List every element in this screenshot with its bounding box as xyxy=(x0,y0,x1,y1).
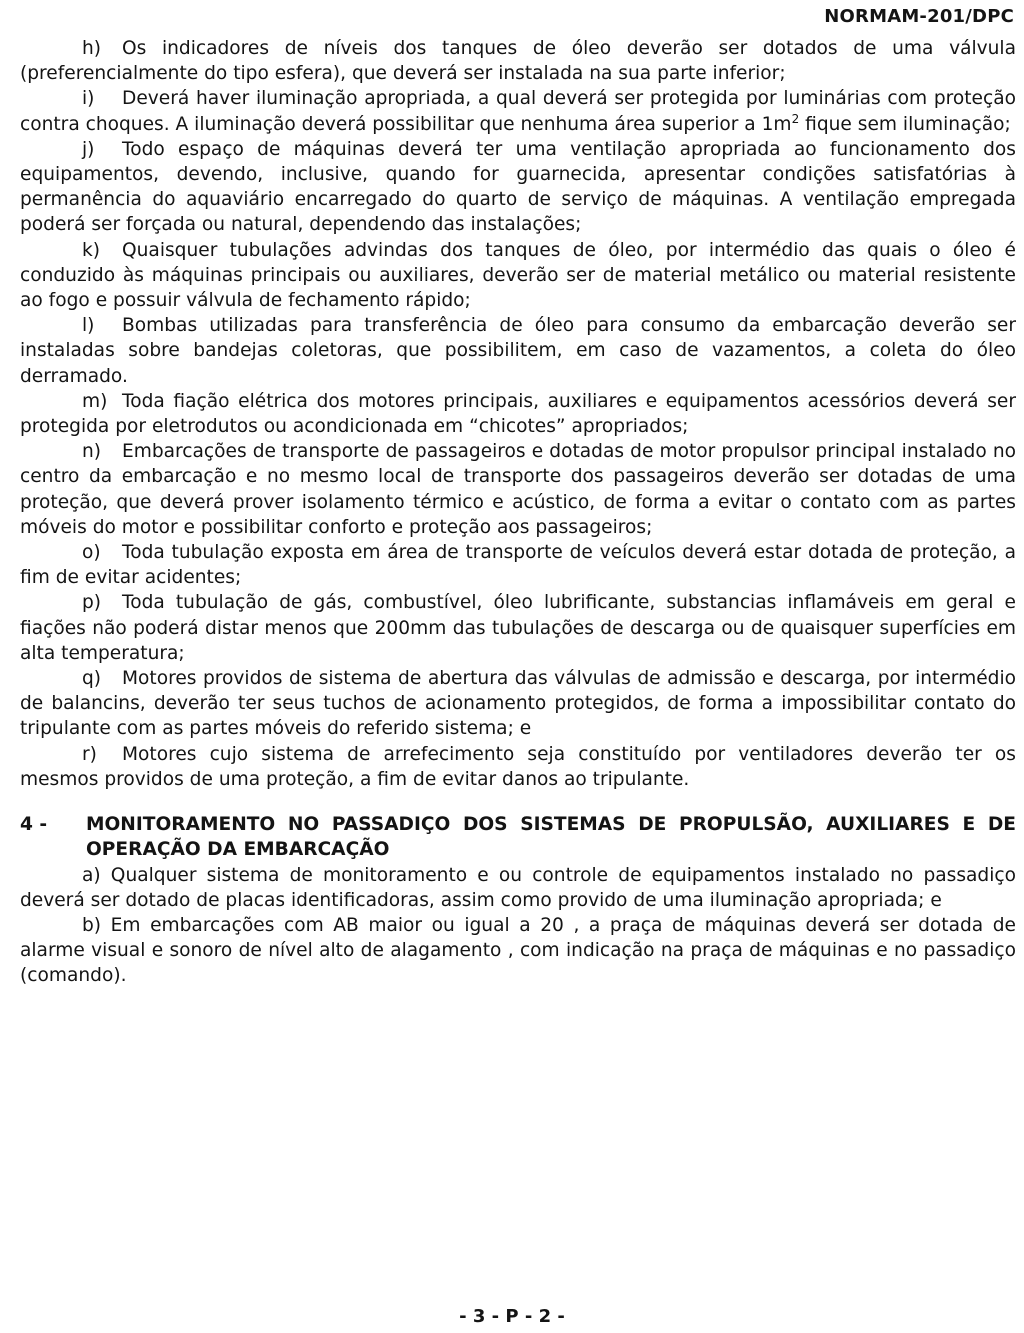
item-r xyxy=(20,742,1016,792)
item-j xyxy=(20,137,1016,238)
item-text: Bombas utilizadas para transferência de óleo para consumo da embarcação deverão ser instaladas sobre bandejas coletoras, que possibilitem, em caso de vazamentos, a coleta do óleo derramado. xyxy=(20,315,1016,387)
item-text: Toda tubulação de gás, combustível, óleo lubrificante, substancias inflamáveis em geral e fiações não poderá distar menos que 200mm das tubulações de descarga ou de quaisquer superfícies em alta temperatura; xyxy=(20,592,1016,664)
section-number: 4 - xyxy=(20,814,48,836)
item-n xyxy=(20,439,1016,540)
item-i xyxy=(20,86,1016,136)
item-label: p) xyxy=(82,592,102,614)
item-label: r) xyxy=(82,743,97,765)
item-text: Embarcações de transporte de passageiros e dotadas de motor propulsor principal instalado no centro da embarcação e no mesmo local de transporte dos passageiros deverão ser dotadas de uma proteção, que deverá prover isolamento térmico e acústico, de forma a evitar o contato com as partes móveis do motor e possibilitar conforto e proteção aos passageiros; xyxy=(20,441,1016,538)
item-text: Motores providos de sistema de abertura das válvulas de admissão e descarga, por intermédio de balancins, deverão ter seus tuchos de acionamento protegidos, de forma a impossibilitar contato do tripulante com as partes móveis do referido sistema; e xyxy=(20,668,1016,740)
item-label: n) xyxy=(82,441,102,463)
item-text: Todo espaço de máquinas deverá ter uma ventilação apropriada ao funcionamento dos equipamentos, devendo, inclusive, quando for guarnecida, apresentar condições satisfatórias à permanência do aquaviário encarregado do quarto de serviço de máquinas. A ventilação empregada poderá ser forçada ou natural, dependendo das instalações; xyxy=(20,138,1016,236)
item-label: i) xyxy=(82,88,95,110)
item-text: Toda fiação elétrica dos motores principais, auxiliares e equipamentos acessórios deverá ser protegida por eletrodutos ou acondicionada em “chicotes” apropriados; xyxy=(20,390,1016,438)
item-label: j) xyxy=(82,138,95,160)
item-k xyxy=(20,238,1016,314)
item-p xyxy=(20,590,1016,666)
item-m xyxy=(20,389,1016,439)
section-item-b: b) Em embarcações com AB maior ou igual a 20 , a praça de máquinas deverá ser dotada de alarme visual e sonoro de nível alto de alagamento , com indicação na praça de máquinas e no passadiço (comando). xyxy=(20,914,1016,987)
item-l xyxy=(20,313,1016,389)
item-label: h) xyxy=(82,38,102,59)
item-text: Motores cujo sistema de arrefecimento seja constituído por ventiladores deverão ter os mesmos providos de uma proteção, a fim de evitar danos ao tripulante. xyxy=(20,743,1016,790)
document-reference: NORMAM-201/DPC xyxy=(824,6,1014,27)
item-h xyxy=(20,36,1016,86)
page-number: - 3 - P - 2 - xyxy=(459,1306,565,1327)
item-label: q) xyxy=(82,668,102,690)
item-label: o) xyxy=(82,542,101,564)
superscript-exponent: 2 xyxy=(791,111,800,126)
section-heading xyxy=(20,812,1016,862)
item-q xyxy=(20,666,1016,742)
document-body xyxy=(20,36,1016,989)
section-item-a: a) Qualquer sistema de monitoramento e ou controle de equipamentos instalado no passadiço deverá ser dotado de placas identificadoras, assim como provido de uma iluminação apropriada; e xyxy=(20,864,1016,911)
item-label: l) xyxy=(82,315,95,337)
item-label: m) xyxy=(82,390,108,412)
section-title: MONITORAMENTO NO PASSADIÇO DOS SISTEMAS DE PROPULSÃO, AUXILIARES E DE OPERAÇÃO DA EMBARCAÇÃO xyxy=(86,814,1016,861)
item-text: Quaisquer tubulações advindas dos tanques de óleo, por intermédio das quais o óleo é conduzido às máquinas principais ou auxiliares, deverão ser de material metálico ou material resistente ao fogo e possuir válvula de fechamento rápido; xyxy=(20,239,1016,312)
item-text-continued: fique sem iluminação; xyxy=(799,113,1011,135)
item-text: Os indicadores de níveis dos tanques de óleo deverão ser dotados de uma válvula (preferencialmente do tipo esfera), que deverá ser instalada na sua parte inferior; xyxy=(20,38,1016,85)
item-label: k) xyxy=(82,239,101,261)
item-o xyxy=(20,540,1016,590)
item-text: Toda tubulação exposta em área de transporte de veículos deverá estar dotada de proteção, a fim de evitar acidentes; xyxy=(20,542,1016,589)
item-text: Deverá haver iluminação apropriada, a qual deverá ser protegida por luminárias com proteção contra choques. A iluminação deverá possibilitar que nenhuma área superior a 1m xyxy=(20,88,1016,135)
